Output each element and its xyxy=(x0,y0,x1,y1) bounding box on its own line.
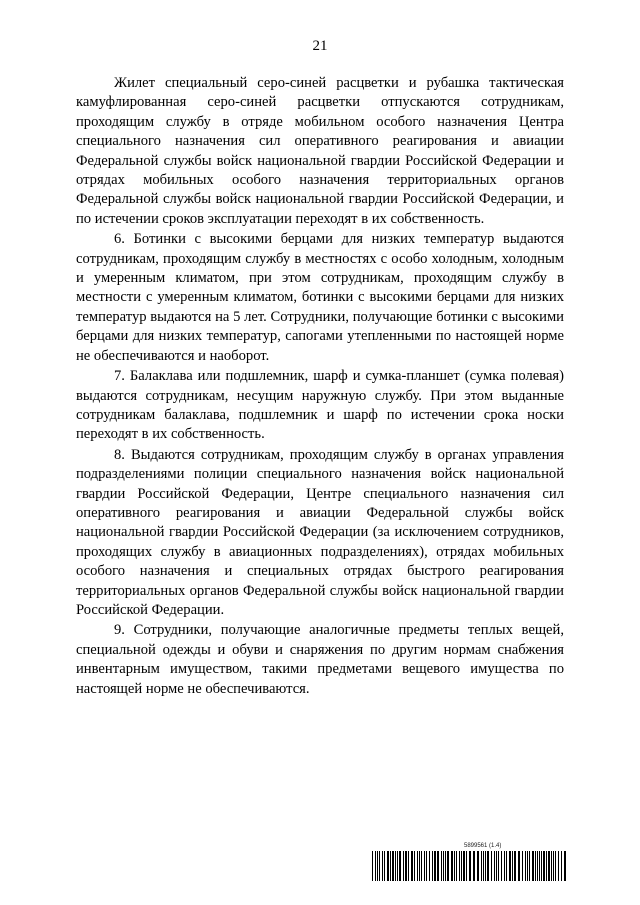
paragraph-item-6-boots: 6. Ботинки с высокими берцами для низких температур выдаются сотрудникам, проходящим службу в местностях с особо холодным, холодным и умеренным климатом, при этом сотрудникам, проходящим службу в местности с умеренным климатом, ботинки с высокими берцами для низких температур выдаются на 5 лет. Сотрудники, получающие ботинки с высокими берцами для низких температур, сапогами утепленными по настоящей норме не обеспечиваются и наоборот. xyxy=(76,231,564,364)
paragraph-item-9-recipients: 9. Сотрудники, получающие аналогичные предметы теплых вещей, специальной одежды и обуви и снаряжения по другим нормам снабжения инвентарным имуществом, такими предметами вещевого имущества по настоящей норме не обеспечиваются. xyxy=(76,622,564,697)
barcode-label: 5899561 (1.4) xyxy=(464,843,502,849)
paragraph-item-7-balaclava: 7. Балаклава или подшлемник, шарф и сумка-планшет (сумка полевая) выдаются сотрудникам, несущим наружную службу. При этом выданные сотрудникам балаклава, подшлемник и шарф по истечении срока носки переходят в их собственность. xyxy=(76,368,564,443)
document-body xyxy=(76,74,564,699)
barcode-bars xyxy=(372,851,568,881)
paragraph-vest-shirt: Жилет специальный серо-синей расцветки и рубашка тактическая камуфлированная серо-синей расцветки отпускаются сотрудникам, проходящим службу в отряде мобильном особого назначения Центра специального назначения сил оперативного реагирования и авиации Федеральной службы войск национальной гвардии Российской Федерации и отрядах мобильных особого назначения территориальных органов Федеральной службы войск национальной гвардии Российской Федерации, и по истечении сроков эксплуатации переходят в их собственность. xyxy=(76,75,564,227)
paragraph-item-8-issued: 8. Выдаются сотрудникам, проходящим службу в органах управления подразделениями полиции специального назначения войск национальной гвардии Российской Федерации, Центре специального назначения сил оперативного реагирования и авиации Федеральной службы войск национальной гвардии Российской Федерации (за исключением сотрудников, проходящих службу в авиационных подразделениях), отрядах мобильных особого назначения и специальных отрядах быстрого реагирования территориальных органов Федеральной службы войск национальной гвардии Российской Федерации. xyxy=(76,446,564,618)
page-number: 21 xyxy=(312,38,328,54)
barcode xyxy=(372,843,568,883)
